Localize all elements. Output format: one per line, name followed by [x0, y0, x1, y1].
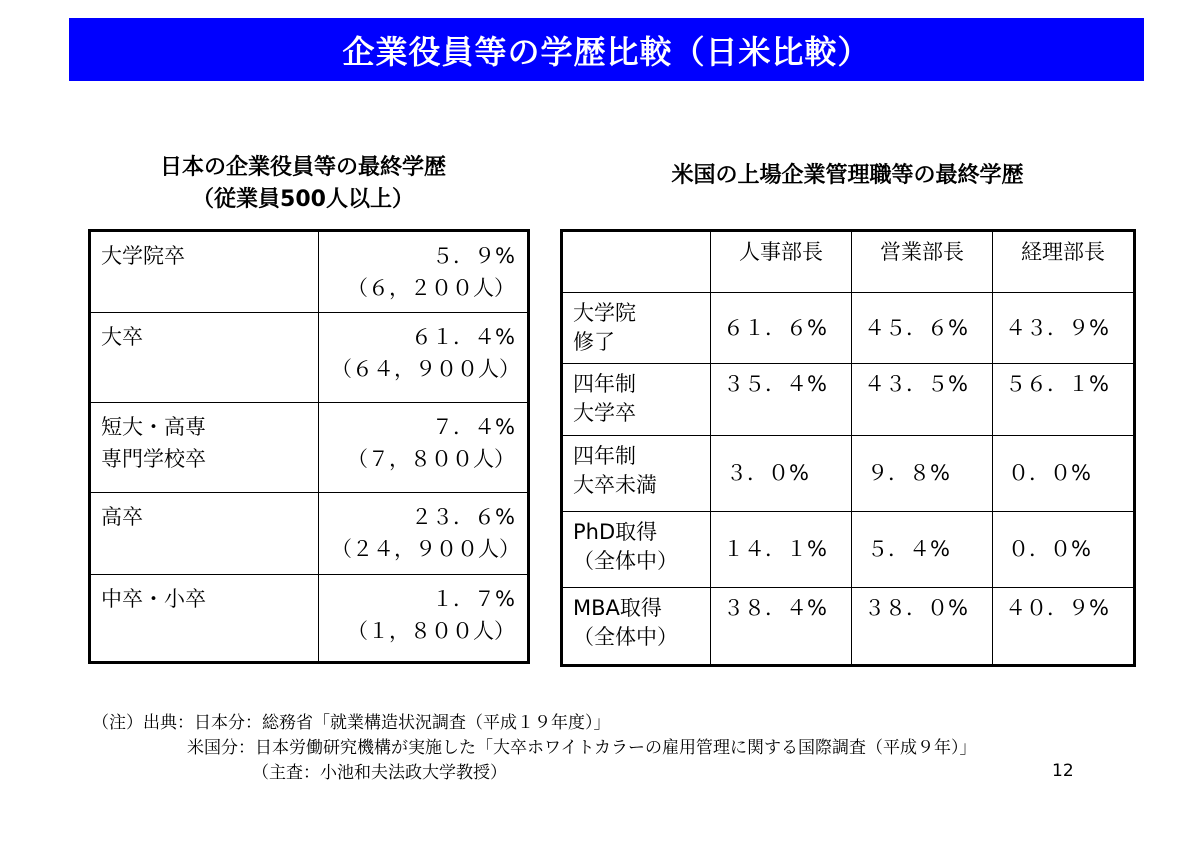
- page-title-bar: [69, 18, 1144, 81]
- row-label-line2: （全体中）: [573, 625, 678, 649]
- source-notes: [92, 711, 1092, 786]
- note-line2: 米国分：日本労働研究機構が実施した「大卒ホワイトカラーの雇用管理に関する国際調査（平成９年）」: [187, 738, 977, 758]
- row-value: [319, 313, 529, 403]
- table-row: [90, 231, 529, 313]
- row-value: [319, 493, 529, 575]
- row-label: [90, 313, 319, 403]
- japan-heading-line1: 日本の企業役員等の最終学歴: [159, 155, 446, 180]
- percent-value: ２３．６%: [411, 505, 515, 529]
- row-label-line1: MBA取得: [573, 596, 662, 620]
- us-education-table: [560, 229, 1136, 667]
- table-row: [90, 403, 529, 493]
- table-row: [562, 436, 1135, 512]
- column-header: 営業部長: [851, 231, 992, 293]
- row-label: [562, 588, 711, 666]
- table-cell: １４．１%: [711, 512, 852, 588]
- note-line1: （注）出典：日本分：総務省「就業構造状況調査（平成１９年度）」: [92, 713, 611, 733]
- table-cell: ３．０%: [711, 436, 852, 512]
- row-label: [90, 231, 319, 313]
- table-row: [562, 293, 1135, 364]
- row-label-line1: 大学院: [573, 301, 636, 325]
- table-cell: ６１．６%: [711, 293, 852, 364]
- table-cell: ９．８%: [851, 436, 992, 512]
- table-cell: ３５．４%: [711, 364, 852, 436]
- count-value: （６４，９００人）: [331, 357, 520, 381]
- row-label-line1: 四年制: [573, 444, 636, 468]
- row-label-line1: 中卒・小卒: [101, 587, 206, 611]
- table-header-row: [562, 231, 1135, 293]
- percent-value: ６１．４%: [411, 325, 515, 349]
- table-cell: ４３．９%: [992, 293, 1134, 364]
- column-header: 人事部長: [711, 231, 852, 293]
- japan-education-table: [88, 229, 530, 664]
- row-label: [562, 293, 711, 364]
- row-label-line2: （全体中）: [573, 549, 678, 573]
- table-cell: ３８．０%: [851, 588, 992, 666]
- row-value: [319, 575, 529, 663]
- table-cell: ４３．５%: [851, 364, 992, 436]
- row-value: [319, 231, 529, 313]
- row-label: [90, 493, 319, 575]
- table-row: [90, 575, 529, 663]
- japan-heading-line2: （従業員500人以上）: [192, 187, 414, 212]
- table-row: [90, 493, 529, 575]
- row-label-line1: 大卒: [101, 325, 143, 349]
- table-cell: ５６．１%: [992, 364, 1134, 436]
- row-label: [90, 575, 319, 663]
- table-row: [562, 364, 1135, 436]
- row-label-line2: 大卒未満: [573, 473, 657, 497]
- page-title: 企業役員等の学歴比較（日米比較）: [342, 32, 871, 71]
- row-label-line2: 大学卒: [573, 401, 636, 425]
- row-label-line2: 専門学校卒: [101, 447, 206, 471]
- japan-table-heading: [88, 152, 518, 216]
- count-value: （１，８００人）: [347, 619, 515, 643]
- count-value: （６，２００人）: [347, 276, 515, 300]
- table-row: [562, 512, 1135, 588]
- row-label: [562, 436, 711, 512]
- table-cell: ３８．４%: [711, 588, 852, 666]
- us-table-heading: 米国の上場企業管理職等の最終学歴: [671, 163, 1024, 188]
- percent-value: ７．４%: [432, 415, 515, 439]
- row-label-line1: 四年制: [573, 372, 636, 396]
- table-cell: ４５．６%: [851, 293, 992, 364]
- count-value: （２４，９００人）: [331, 537, 520, 561]
- note-line3: （主査：小池和夫法政大学教授）: [252, 763, 507, 783]
- row-label-line2: 修了: [573, 330, 615, 354]
- column-header: 経理部長: [992, 231, 1134, 293]
- percent-value: ５．９%: [432, 244, 515, 268]
- percent-value: １．７%: [432, 587, 515, 611]
- row-label-line1: 高卒: [101, 505, 143, 529]
- row-label-line1: PhD取得: [573, 520, 658, 544]
- page-number: 12: [1052, 761, 1074, 781]
- table-cell: ４０．９%: [992, 588, 1134, 666]
- table-row: [562, 588, 1135, 666]
- table-cell: ０．０%: [992, 512, 1134, 588]
- row-value: [319, 403, 529, 493]
- row-label: [90, 403, 319, 493]
- row-label-line1: 大学院卒: [101, 244, 185, 268]
- count-value: （７，８００人）: [347, 447, 515, 471]
- row-label-line1: 短大・高専: [101, 415, 206, 439]
- row-label: [562, 364, 711, 436]
- table-row: [90, 313, 529, 403]
- table-cell: ５．４%: [851, 512, 992, 588]
- row-label: [562, 512, 711, 588]
- header-corner-cell: [562, 231, 711, 293]
- table-cell: ０．０%: [992, 436, 1134, 512]
